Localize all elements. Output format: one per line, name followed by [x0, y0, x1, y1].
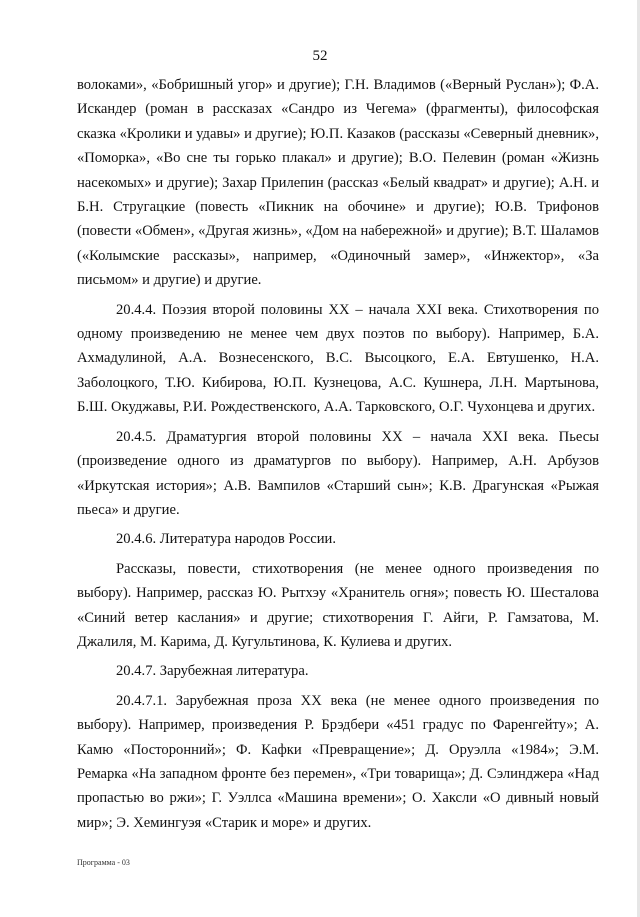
heading-literature-of-peoples: 20.4.6. Литература народов России. — [116, 531, 337, 548]
paragraph-continuation: волоками», «Бобришный угор» и другие); Г.Н. Владимов («Верный Руслан»); Ф.А. Искандер (роман в рассказах «Сандро из Чегема» (фрагменты), философская сказка «Кролики и удавы» и другие); Ю.П. Казаков (рассказы «Северный дневник», «Поморка», «Во сне ты горько плакал» и другие); В.О. Пелевин (роман «Жизнь насекомых» и другие); Захар Прилепин (рассказ «Белый квадрат» и другие); А.Н. и Б.Н. Стругацкие (повесть «Пикник на обочине» и другие); Ю.В. Трифонов (повести «Обмен», «Другая жизнь», «Дом на набережной» и другие); В.Т. Шаламов («Колымские рассказы», например, «Одиночный замер», «Инжектор», «За письмом» и другие) и другие. — [77, 77, 599, 289]
paragraph-peoples-works: Рассказы, повести, стихотворения (не менее одного произведения по выбору). Например, рассказ Ю. Рытхэу «Хранитель огня»; повесть Ю. Шесталова «Синий ветер каслания» и другие; стихотворения Г. Айги, Р. Гамзатова, М. Джалиля, М. Карима, Д. Кугультинова, К. Кулиева и других. — [77, 560, 599, 650]
page-body — [77, 73, 599, 835]
paragraph-poetry: 20.4.4. Поэзия второй половины XX – начала XXI века. Стихотворения по одному произведению не менее чем двух поэтов по выбору). Например, Б.А. Ахмадулиной, А.А. Вознесенского, В.С. Высоцкого, Е.А. Евтушенко, Н.А. Заболоцкого, Т.Ю. Кибирова, Ю.П. Кузнецова, А.С. Кушнера, Л.Н. Мартынова, Б.Ш. Окуджавы, Р.И. Рождественского, А.А. Тарковского, О.Г. Чухонцева и других. — [77, 301, 599, 416]
page-number: 52 — [312, 48, 328, 64]
page-footer: Программа - 03 — [77, 858, 130, 867]
heading-foreign-literature: 20.4.7. Зарубежная литература. — [116, 663, 309, 680]
paragraph-drama: 20.4.5. Драматургия второй половины XX – начала XXI века. Пьесы (произведение одного из драматургов по выбору). Например, А.Н. Арбузов «Иркутская история»; А.В. Вампилов «Старший сын»; К.В. Драгунская «Рыжая пьеса» и другие. — [77, 428, 599, 518]
paragraph-foreign-prose: 20.4.7.1. Зарубежная проза XX века (не менее одного произведения по выбору). Например, произведения Р. Брэдбери «451 градус по Фаренгейту»; А. Камю «Посторонний»; Ф. Кафки «Превращение»; Д. Оруэлла «1984»; Э.М. Ремарка «На западном фронте без перемен», «Три товарища»; Д. Сэлинджера «Над пропастью во ржи»; Г. Уэллса «Машина времени»; О. Хаксли «О дивный новый мир»; Э. Хемингуэя «Старик и море» и других. — [77, 692, 599, 831]
